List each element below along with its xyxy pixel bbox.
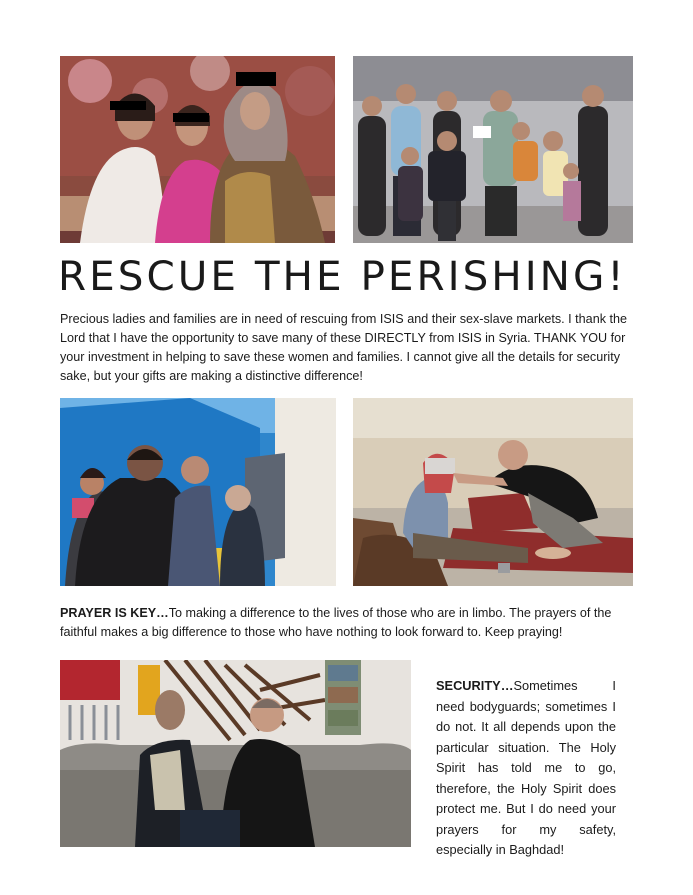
prayer-body: To making a difference to the lives of those who are in limbo. The prayers of the faithful makes a big difference to those who have nothing to look forward to. Keep praying!	[60, 606, 612, 639]
photo-meeting-by-tents	[60, 398, 336, 586]
photo-meeting-on-sofa	[60, 660, 411, 847]
headline: RESCUE THE PERISHING!	[58, 252, 627, 300]
intro-paragraph: Precious ladies and families are in need of rescuing from ISIS and their sex-slave markets. I thank the Lord that I have the opportunity to save many of these DIRECTLY from ISIS in Syria. THANK YOU for your investment in helping to save these women and families. I cannot give all the details for security sake, but your gifts are making a distinctive difference!	[60, 312, 627, 383]
security-lead: SECURITY…	[436, 678, 514, 693]
photo-prayer-over-woman	[353, 398, 633, 586]
security-paragraph	[436, 676, 616, 861]
photo-women-on-carpet	[60, 56, 335, 243]
security-body: Sometimes I need bodyguards; sometimes I do not. It all depends upon the particular situation. The Holy Spirit has told me to go, therefore, the Holy Spirit does protect me. But I do need your prayers for my safety, especially in Baghdad!	[436, 678, 616, 857]
prayer-paragraph	[60, 604, 640, 642]
prayer-lead: PRAYER IS KEY…	[60, 606, 169, 620]
photo-group-in-tent	[353, 56, 633, 243]
